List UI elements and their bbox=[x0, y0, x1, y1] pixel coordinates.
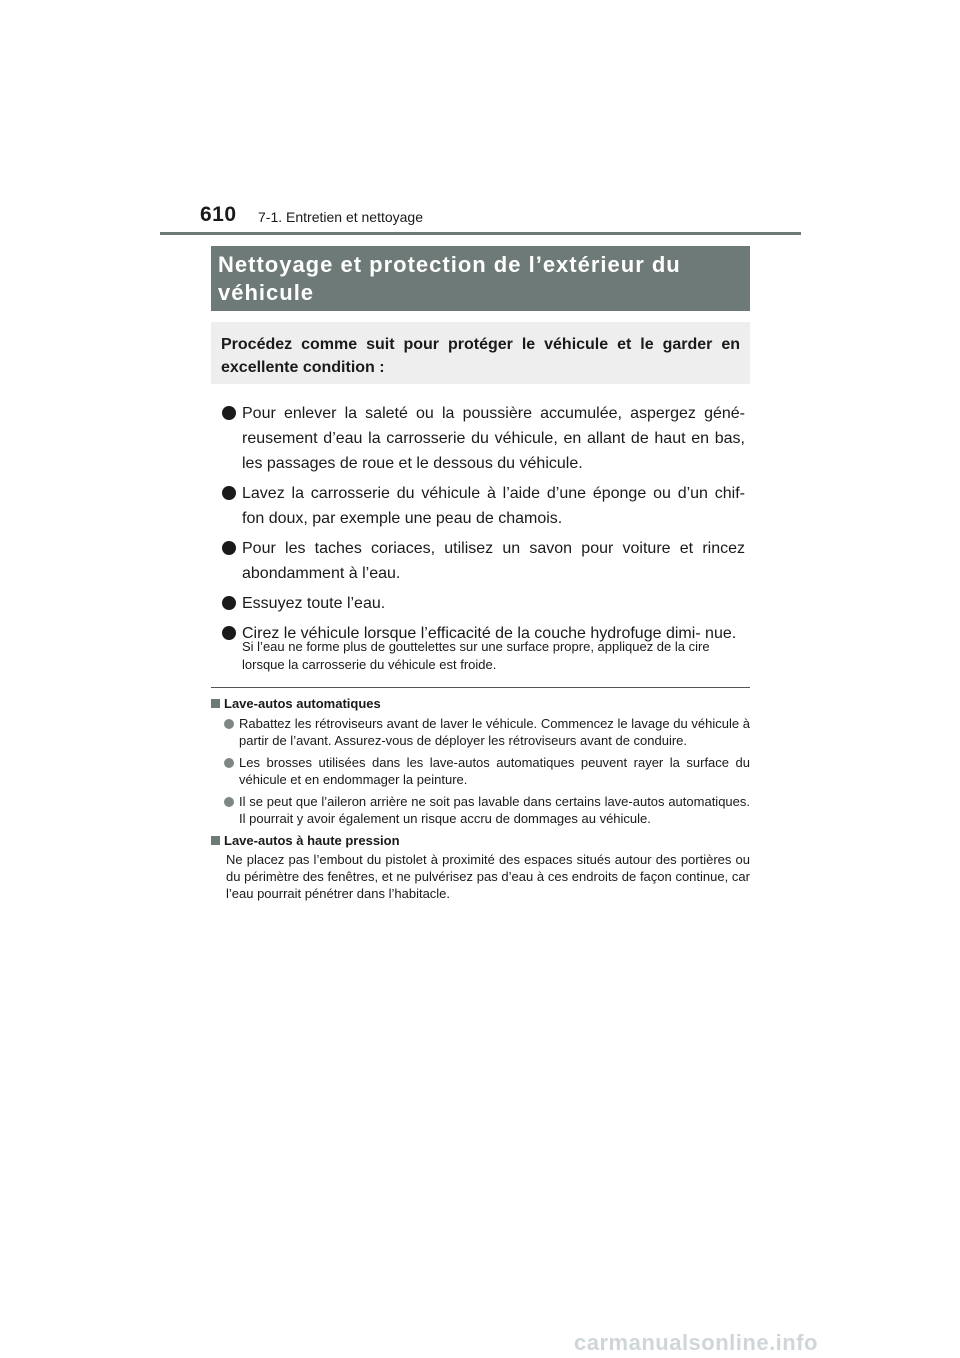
bullet-icon bbox=[224, 719, 234, 729]
notes-section bbox=[211, 695, 750, 902]
list-item bbox=[222, 536, 745, 586]
intro-box: Procédez comme suit pour protéger le véhicule et le garder en excellente condition : bbox=[211, 322, 750, 384]
bullet-icon bbox=[222, 541, 236, 555]
bullet-icon bbox=[222, 596, 236, 610]
list-item-text: Rabattez les rétroviseurs avant de laver le véhicule. Commencez le lavage du véhicule à partir de l’avant. Assurez-vous de déployer les rétroviseurs avant de conduire. bbox=[239, 716, 750, 748]
bullet-icon bbox=[224, 758, 234, 768]
high-pressure-text: Ne placez pas l’embout du pistolet à proximité des espaces situés autour des portières ou du périmètre des fenêtres, et ne pulvérisez pas d’eau à ces endroits de façon continue, car l’eau pourrait pénétrer dans l’habitacle. bbox=[226, 852, 750, 901]
header-rule bbox=[160, 232, 801, 235]
wax-note: Si l’eau ne forme plus de gouttelettes sur une surface propre, appliquez de la cire lorsque la carrosserie du véhicule est froide. bbox=[242, 639, 710, 672]
section-divider bbox=[211, 687, 750, 688]
list-item-text: Lavez la carrosserie du véhicule à l’aide d’une éponge ou d’un chif- fon doux, par exemple une peau de chamois. bbox=[242, 485, 745, 527]
bullet-icon bbox=[222, 626, 236, 640]
list-item bbox=[222, 481, 745, 531]
square-bullet-icon bbox=[211, 699, 220, 708]
note-heading-high-pressure bbox=[211, 832, 750, 849]
list-item-text: Essuyez toute l’eau. bbox=[242, 595, 386, 612]
automatic-notes-list bbox=[211, 715, 750, 827]
page-title-line-2: véhicule bbox=[218, 280, 315, 305]
section-title: 7-1. Entretien et nettoyage bbox=[258, 209, 423, 225]
page-number: 610 bbox=[200, 203, 237, 226]
list-item-text: Cirez le véhicule lorsque l’efficacité de la couche hydrofuge dimi- nue. bbox=[242, 625, 737, 642]
bullet-icon bbox=[222, 486, 236, 500]
square-bullet-icon bbox=[211, 836, 220, 845]
list-item bbox=[222, 401, 745, 476]
note-heading-text: Lave-autos à haute pression bbox=[224, 833, 400, 848]
bullet-icon bbox=[222, 406, 236, 420]
list-item-text: Pour les taches coriaces, utilisez un savon pour voiture et rincez abondamment à l’eau. bbox=[242, 540, 745, 582]
page-title-line-1: Nettoyage et protection de l’extérieur du bbox=[218, 252, 681, 277]
list-item bbox=[211, 754, 750, 788]
list-item bbox=[222, 591, 745, 616]
list-item bbox=[211, 715, 750, 749]
cleaning-steps-list bbox=[222, 401, 745, 651]
watermark: carmanualsonline.info bbox=[574, 1330, 818, 1355]
list-item-text: Pour enlever la saleté ou la poussière accumulée, aspergez géné- reusement d’eau la carrosserie du véhicule, en allant de haut en bas, les passages de roue et le dessous du véhicule. bbox=[242, 405, 745, 472]
list-item bbox=[211, 793, 750, 827]
note-heading-automatic bbox=[211, 695, 750, 712]
list-item-text: Les brosses utilisées dans les lave-autos automatiques peuvent rayer la surface du véhicule et en endommager la peinture. bbox=[239, 755, 750, 787]
bullet-icon bbox=[224, 797, 234, 807]
list-item-text: Il se peut que l’aileron arrière ne soit pas lavable dans certains lave-autos automatiques. Il pourrait y avoir également un risque accru de dommages au véhicule. bbox=[239, 794, 750, 826]
note-heading-text: Lave-autos automatiques bbox=[224, 696, 381, 711]
page-title bbox=[211, 246, 750, 311]
